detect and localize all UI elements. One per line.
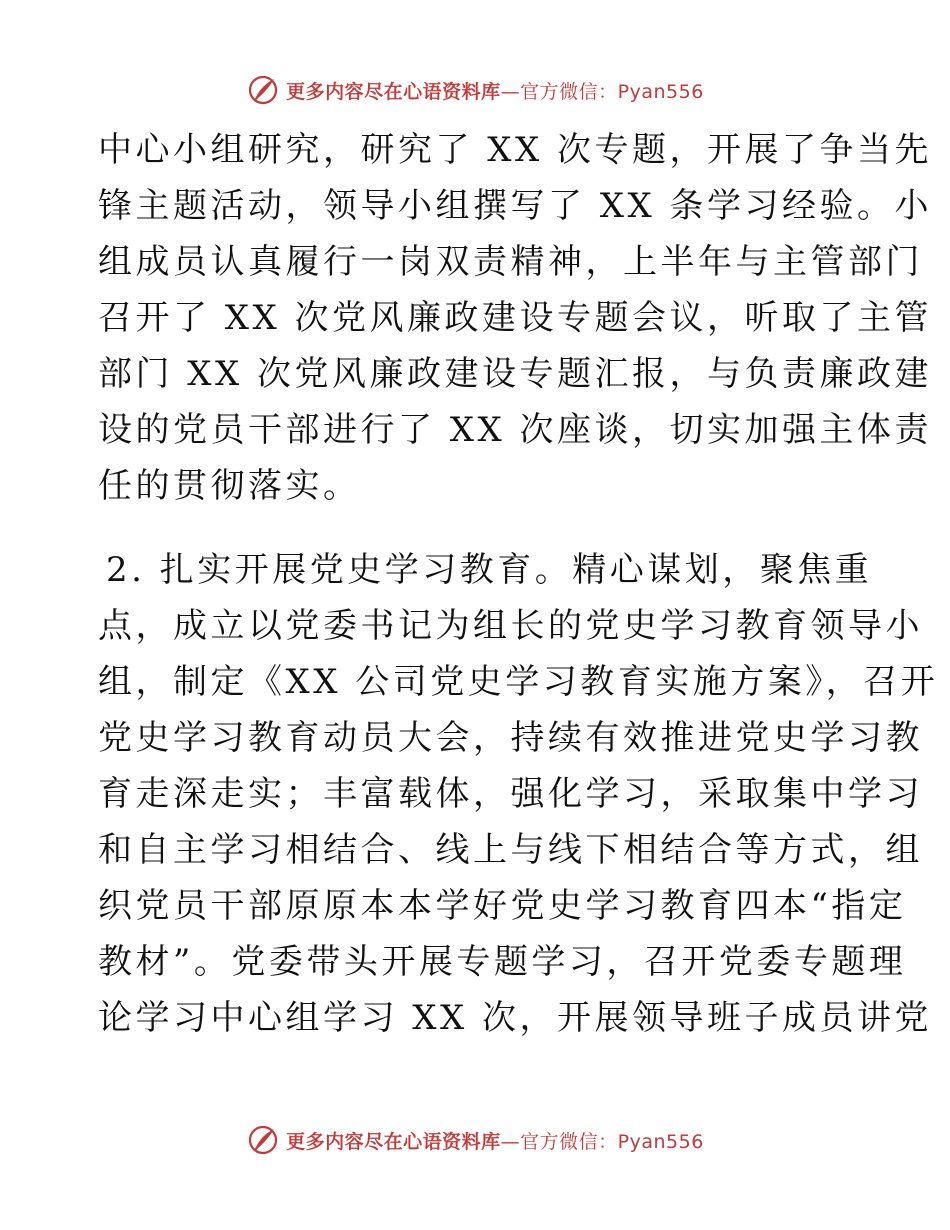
document-body — [98, 122, 939, 1046]
watermark-text — [286, 77, 704, 104]
watermark-site: 更多内容尽在心语资料库 — [286, 1130, 501, 1153]
quill-logo-icon — [246, 73, 280, 107]
text-line: 点，成立以党委书记为组长的党史学习教育领导小 — [98, 606, 923, 646]
text-line: 任的贯彻落实。 — [98, 466, 361, 506]
text-line: 和自主学习相结合、线上与线下相结合等方式，组 — [98, 830, 923, 870]
watermark-text — [286, 1127, 704, 1154]
text-line: 织党员干部原原本本学好党史学习教育四本“指定 — [98, 886, 907, 926]
header-watermark — [0, 70, 950, 110]
text-line: 组，制定《XX 公司党史学习教育实施方案》，召开 — [98, 662, 939, 702]
text-line: 论学习中心组学习 XX 次，开展领导班子成员讲党 — [98, 998, 933, 1038]
watermark-contact: 官方微信：Pyan556 — [520, 1130, 704, 1153]
paragraph-1 — [98, 122, 933, 514]
text-line: 召开了 XX 次党风廉政建设专题会议，听取了主管 — [98, 298, 933, 338]
watermark-contact: 官方微信：Pyan556 — [520, 80, 704, 103]
text-line: 部门 XX 次党风廉政建设专题汇报，与负责廉政建 — [98, 354, 933, 394]
watermark-separator: — — [500, 1130, 521, 1153]
text-line: 设的党员干部进行了 XX 次座谈，切实加强主体责 — [98, 410, 933, 450]
section-heading-line: 2. 扎实开展党史学习教育。精心谋划，聚焦重 — [106, 550, 873, 590]
paragraph-2 — [98, 542, 939, 1046]
footer-watermark — [0, 1120, 950, 1160]
paragraph-gap — [98, 514, 858, 542]
text-line: 组成员认真履行一岗双责精神，上半年与主管部门 — [98, 242, 923, 282]
text-line: 中心小组研究，研究了 XX 次专题，开展了争当先 — [98, 130, 933, 170]
text-line: 育走深走实；丰富载体，强化学习，采取集中学习 — [98, 774, 923, 814]
quill-logo-icon — [246, 1123, 280, 1157]
text-line: 党史学习教育动员大会，持续有效推进党史学习教 — [98, 718, 923, 758]
watermark-site: 更多内容尽在心语资料库 — [286, 80, 501, 103]
watermark-separator: — — [500, 80, 521, 103]
text-line: 教材”。党委带头开展专题学习，召开党委专题理 — [98, 942, 907, 982]
text-line: 锋主题活动，领导小组撰写了 XX 条学习经验。小 — [98, 186, 933, 226]
